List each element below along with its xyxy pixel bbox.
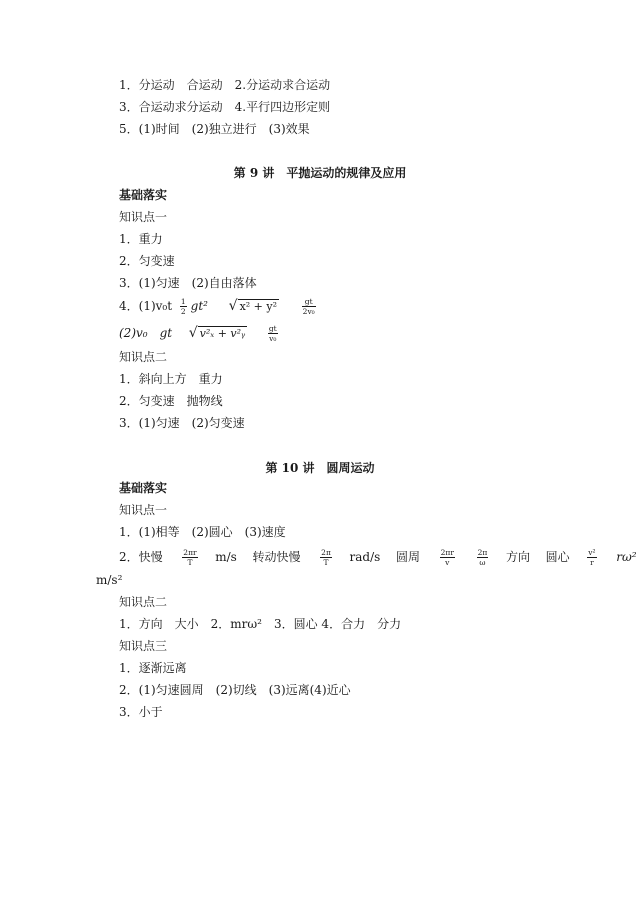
lecture-9-kp1-heading: 知识点一 — [119, 210, 168, 224]
lecture-9-title: 第 9 讲 平抛运动的规律及应用 — [233, 166, 407, 180]
half-tail: gt² — [190, 299, 208, 313]
lecture-10-title: 第 10 讲 圆周运动 — [265, 461, 375, 475]
unit-rad-per-s: rad/s — [349, 550, 381, 564]
sqrt-v-radicand: v²ₓ + v²ᵧ — [199, 327, 246, 340]
unit-m-per-s: m/s — [215, 550, 237, 564]
lecture-10-kp3-heading: 知识点三 — [119, 639, 168, 653]
lecture-10-kp3-item-1: 1．逐渐远离 — [119, 661, 187, 675]
rotation-speed-label: 转动快慢 — [252, 550, 301, 564]
answer-line-1: 1．分运动 合运动 2.分运动求合运动 — [119, 78, 331, 92]
half-denominator: 2 — [180, 307, 186, 316]
lecture-10-kp1-heading: 知识点一 — [119, 503, 168, 517]
lecture-10-kp1-item-2-wrap: m/s² — [96, 573, 123, 587]
fraction-numerator: 2π — [321, 548, 331, 557]
sqrt-v — [189, 326, 247, 341]
r-omega-squared: rω² — [616, 550, 637, 564]
sqrt-symbol: √ — [188, 325, 198, 341]
answer-line-2: 3．合运动求分运动 4.平行四边形定则 — [119, 100, 331, 114]
fraction-2pi-over-T — [320, 548, 332, 567]
gt-over-v0-fraction — [268, 324, 278, 343]
lecture-9-basics-heading: 基础落实 — [119, 188, 168, 202]
fraction-denominator: T — [187, 558, 193, 567]
lecture-9-kp1-item-4b — [119, 324, 282, 343]
fraction-v2-over-r — [587, 548, 596, 567]
lecture-9-kp2-item-3: 3．(1)匀速 (2)匀变速 — [119, 416, 245, 430]
sqrt-xy-radicand: x² + y² — [239, 300, 278, 313]
lecture-10-kp1-item-1: 1．(1)相等 (2)圆心 (3)速度 — [119, 525, 286, 539]
fraction-numerator: 2π — [477, 548, 488, 557]
fraction-numerator: gt — [268, 324, 277, 333]
lecture-10-kp3-item-3: 3．小于 — [119, 705, 163, 719]
lecture-10-kp2-item-1: 1．方向 大小 2．mrω² 3．圆心 4．合力 分力 — [119, 617, 402, 631]
lecture-9-kp1-item-2: 2．匀变速 — [119, 254, 175, 268]
item-2-label: 2．快慢 — [119, 550, 163, 564]
item-4-prefix: 4．(1)v₀t — [119, 299, 173, 313]
center-label: 圆心 — [545, 550, 570, 564]
lecture-9-kp1-item-3: 3．(1)匀速 (2)自由落体 — [119, 276, 257, 290]
fraction-numerator: 2πr — [440, 548, 454, 557]
lecture-10-kp2-heading: 知识点二 — [119, 595, 168, 609]
lecture-9-kp2-heading: 知识点二 — [119, 350, 168, 364]
sqrt-symbol: √ — [228, 298, 238, 314]
fraction-denominator: 2v₀ — [302, 307, 315, 316]
lecture-10-kp1-item-2 — [119, 548, 637, 567]
fraction-numerator: v² — [588, 548, 596, 557]
half-numerator: 1 — [180, 297, 186, 306]
item-4b-prefix: (2)v₀ gt — [119, 326, 173, 340]
lecture-9-kp1-item-1: 1．重力 — [119, 232, 163, 246]
fraction-numerator: 2πr — [183, 548, 197, 557]
fraction-2pir-over-v — [440, 548, 455, 567]
sqrt-xy — [229, 299, 279, 314]
fraction-denominator: T — [323, 558, 329, 567]
fraction-2pir-over-T — [182, 548, 197, 567]
lecture-9-kp2-item-1: 1．斜向上方 重力 — [119, 372, 223, 386]
lecture-9-kp2-item-2: 2．匀变速 抛物线 — [119, 394, 223, 408]
answer-line-3: 5．(1)时间 (2)独立进行 (3)效果 — [119, 122, 310, 136]
fraction-2pi-over-omega — [477, 548, 489, 567]
fraction-denominator: v — [445, 558, 450, 567]
fraction-denominator: ω — [479, 558, 486, 567]
lecture-10-basics-heading: 基础落实 — [119, 481, 168, 495]
fraction-numerator: gt — [302, 297, 316, 307]
half-fraction — [180, 297, 187, 316]
lecture-9-kp1-item-4 — [119, 297, 320, 316]
circle-label: 圆周 — [395, 550, 420, 564]
direction-label: 方向 — [505, 550, 530, 564]
gt-over-2v0-fraction — [302, 297, 316, 316]
fraction-denominator: r — [590, 558, 594, 567]
lecture-10-kp3-item-2: 2．(1)匀速圆周 (2)切线 (3)远离(4)近心 — [119, 683, 351, 697]
fraction-denominator: v₀ — [269, 334, 277, 343]
